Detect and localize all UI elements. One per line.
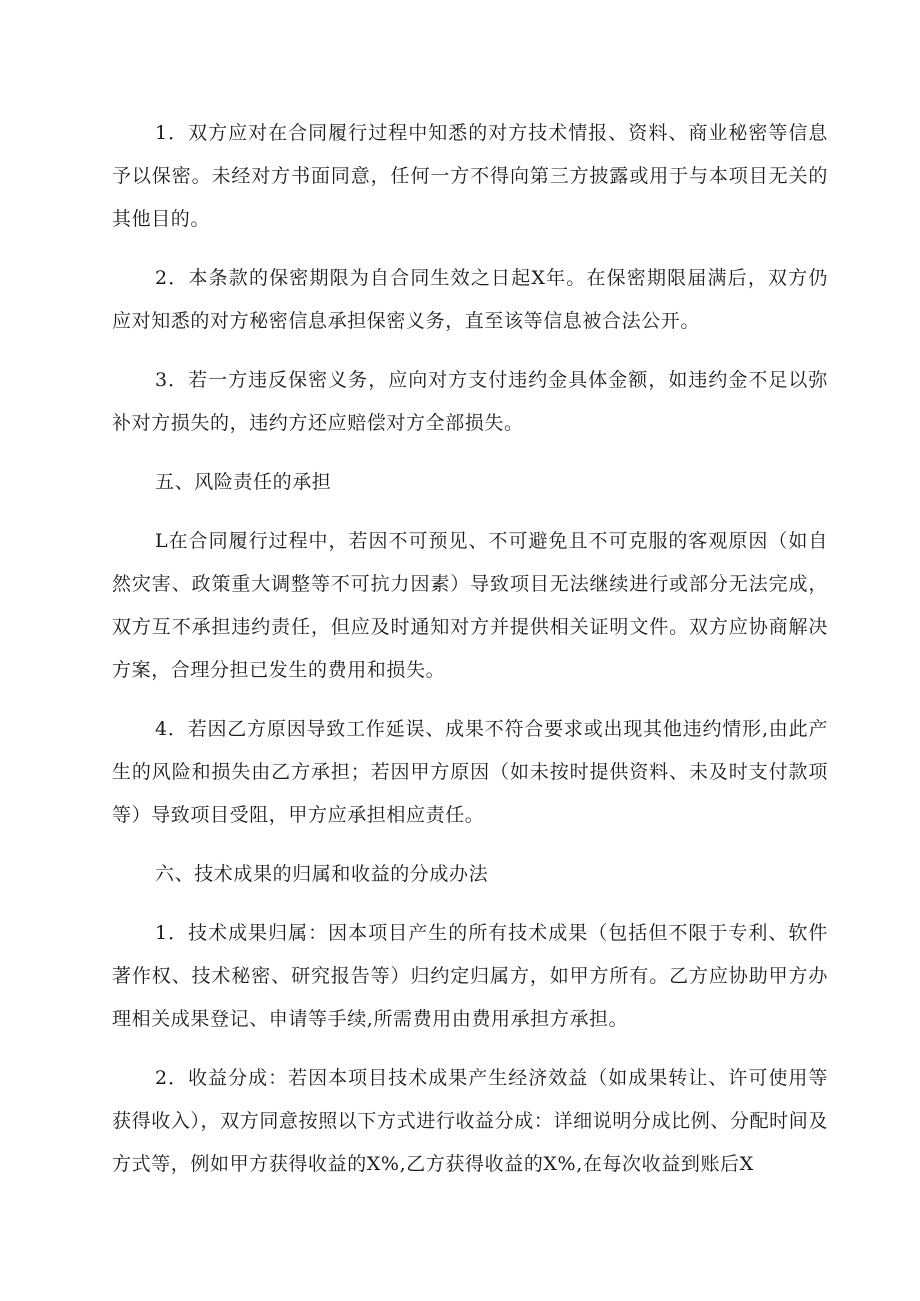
paragraph-confidentiality-3: 3．若一方违反保密义务，应向对方支付违约金具体金额，如违约金不足以弥补对方损失的，违约方还应赔偿对方全部损失。 [112,369,828,434]
paragraph-risk-4: 4．若因乙方原因导致工作延误、成果不符合要求或出现其他违约情形,由此产生的风险和损失由乙方承担；若因甲方原因（如未按时提供资料、未及时支付款项等）导致项目受阻，甲方应承担相应责任。 [112,718,828,826]
section-heading-ownership: 六、技术成果的归属和收益的分成办法 [155,863,489,885]
paragraph-confidentiality-2: 2．本条款的保密期限为自合同生效之日起X年。在保密期限届满后，双方仍应对知悉的对方秘密信息承担保密义务，直至该等信息被合法公开。 [112,267,828,332]
section-heading-risk: 五、风险责任的承担 [155,471,332,493]
paragraph-risk-1: L在合同履行过程中，若因不可预见、不可避免且不可克服的客观原因（如自然灾害、政策重大调整等不可抗力因素）导致项目无法继续进行或部分无法完成，双方互不承担违约责任，但应及时通知对方并提供相关证明文件。双方应协商解决方案，合理分担已发生的费用和损失。 [112,530,828,681]
paragraph-ownership-1: 1．技术成果归属：因本项目产生的所有技术成果（包括但不限于专利、软件著作权、技术秘密、研究报告等）归约定归属方，如甲方所有。乙方应协助甲方办理相关成果登记、申请等手续,所需费用由费用承担方承担。 [112,922,828,1030]
paragraph-confidentiality-1: 1．双方应对在合同履行过程中知悉的对方技术情报、资料、商业秘密等信息予以保密。未经对方书面同意，任何一方不得向第三方披露或用于与本项目无关的其他目的。 [112,122,828,230]
paragraph-ownership-2: 2．收益分成：若因本项目技术成果产生经济效益（如成果转让、许可使用等获得收入），双方同意按照以下方式进行收益分成：详细说明分成比例、分配时间及方式等，例如甲方获得收益的X%,乙方获得收益的X%,在每次收益到账后X [112,1067,828,1175]
